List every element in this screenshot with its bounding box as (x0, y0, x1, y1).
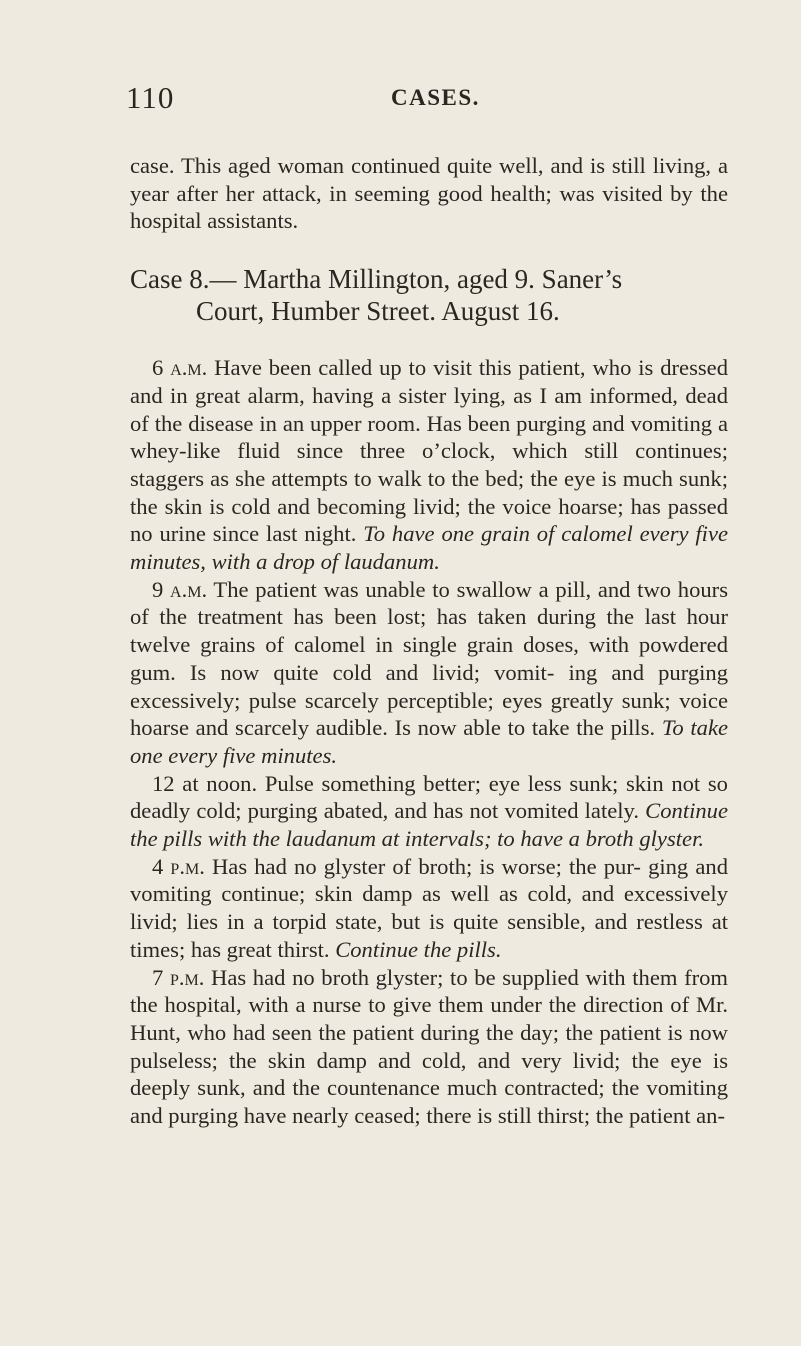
entry-noon (130, 770, 728, 853)
running-head: CASES. (391, 85, 480, 110)
entry-text: Has had no glyster of broth; is worse; the pur- ging and vomiting continue; skin damp as well as cold, and excessively livid; lies in a torpid state, but is quite sensible, and restless at times; has great thirst. (130, 853, 728, 962)
entry-time: 6 a.m. (152, 355, 208, 381)
entry-6am (130, 354, 728, 576)
page-number: 110 (126, 80, 175, 115)
entry-time: 7 p.m. (152, 964, 205, 990)
entry-prescription: Continue the pills with the laudanum at intervals; to have a broth glyster. (130, 798, 728, 852)
case-heading (130, 263, 728, 327)
paragraph-continuation: case. This aged woman continued quite well, and is still living, a year after her attack, in seeming good health; was visited by the hospital assistants. (130, 153, 728, 234)
body-text (130, 152, 728, 1130)
entry-text: Pulse something better; eye less sunk; skin not so deadly cold; purging abated, and has not vomited lately. (130, 770, 728, 824)
case-heading-line2: Court, Humber Street. August 16. (196, 296, 560, 327)
entry-prescription: Continue the pills. (335, 936, 502, 962)
entry-prescription: To have one grain of calomel every five minutes, with a drop of laudanum. (130, 521, 728, 575)
entry-time: 12 at noon. (152, 770, 258, 796)
entry-9am (130, 576, 728, 770)
entry-text: The patient was unable to swallow a pill, and two hours of the treatment has been lost; has taken during the last hour twelve grains of calomel in single grain doses, with powdered gum. Is now quite cold and livid; vomit- ing and purging excessively; pulse scarcely perceptible; eyes greatly sunk; voice hoarse and scarcely audible. Is now able to take the pills. (130, 576, 728, 741)
entry-4pm (130, 853, 728, 964)
page-header (126, 80, 726, 120)
entry-7pm (130, 964, 728, 1130)
case-heading-line1: Case 8.— Martha Millington, aged 9. Saner’s (130, 264, 623, 295)
entry-time: 9 a.m. (152, 576, 208, 602)
entry-text: Have been called up to visit this patient, who is dressed and in great alarm, having a sister lying, as I am informed, dead of the disease in an upper room. Has been purging and vomiting a whey-like fluid since three o’clock, which still continues; staggers as she attempts to walk to the bed; the eye is much sunk; the skin is cold and becoming livid; the voice hoarse; has passed no urine since last night. (130, 355, 728, 547)
entry-prescription: To take one every five minutes. (130, 715, 728, 768)
entry-text: Has had no broth glyster; to be supplied with them from the hospital, with a nurse to give them under the direction of Mr. Hunt, who had seen the patient during the day; the patient is now pulseless; the skin damp and cold, and very livid; the eye is deeply sunk, and the countenance much contracted; the vomiting and purging have nearly ceased; there is still thirst; the patient an- (130, 964, 728, 1129)
entry-time: 4 p.m. (152, 853, 205, 879)
